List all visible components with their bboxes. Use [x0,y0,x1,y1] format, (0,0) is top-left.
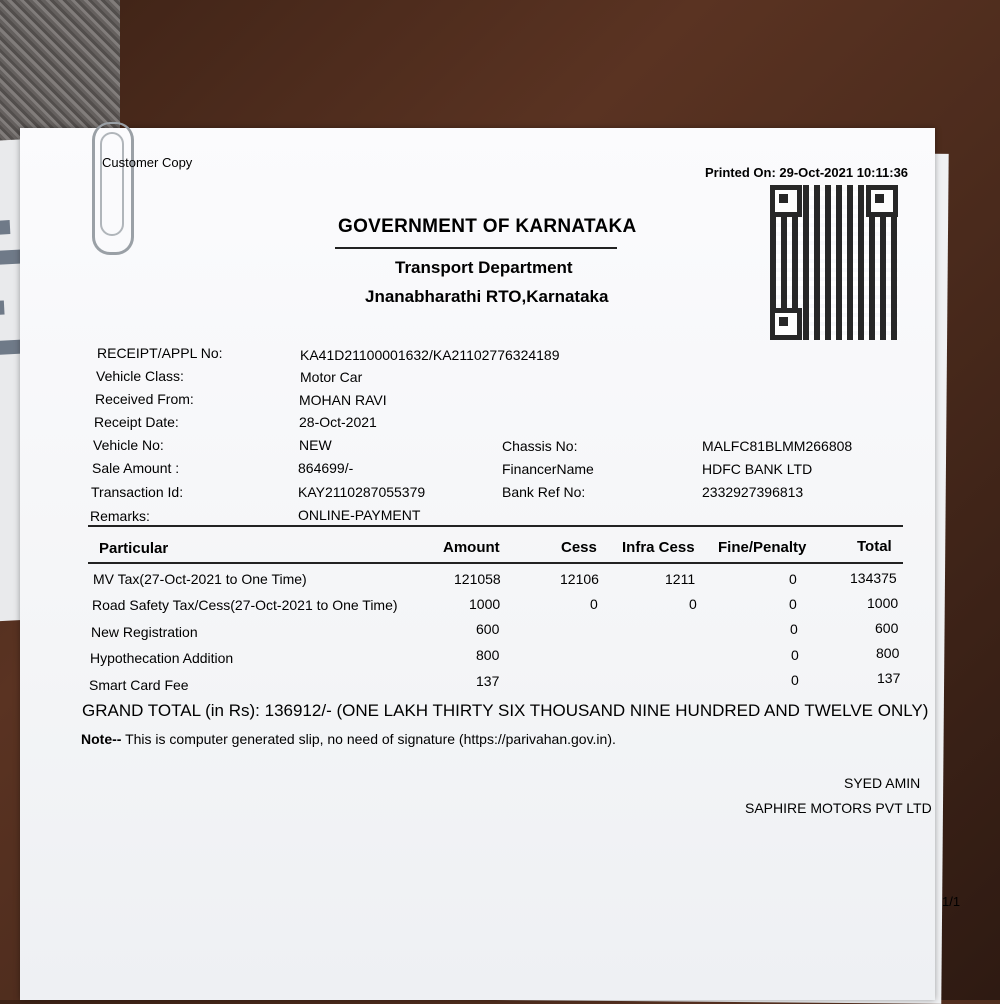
row-particular: New Registration [91,624,198,640]
row-particular: Road Safety Tax/Cess(27-Oct-2021 to One Time) [92,597,398,613]
row-total: 800 [876,645,900,661]
chassis-value: MALFC81BLMM266808 [702,438,853,454]
printed-on: Printed On: 29-Oct-2021 10:11:36 [705,165,909,180]
row-cess: 12106 [560,571,599,587]
remarks-label: Remarks: [90,508,150,524]
receipt-date-label: Receipt Date: [94,414,179,430]
note-text: This is computer generated slip, no need of signature (https://parivahan.gov.in). [121,731,616,747]
header-total: Total [857,538,892,555]
department: Transport Department [395,258,573,277]
financer-value: HDFC BANK LTD [702,461,813,477]
vehicle-class-value: Motor Car [300,369,363,385]
vehicle-class-label: Vehicle Class: [96,368,184,384]
row-infra-cess: 1211 [665,571,696,587]
page-title: GOVERNMENT OF KARNATAKA [338,216,637,237]
bank-ref-label: Bank Ref No: [502,484,586,500]
bank-ref-value: 2332927396813 [702,484,804,500]
table-header-rule [88,562,903,564]
remarks-value: ONLINE-PAYMENT [298,507,421,523]
row-particular: Smart Card Fee [89,677,189,693]
row-total: 1000 [867,595,899,611]
signer-name: SYED AMIN [844,775,921,791]
row-fine: 0 [791,647,799,663]
page-number: 1/1 [942,894,961,909]
row-amount: 137 [476,673,500,689]
qr-code-icon [770,185,898,340]
row-fine: 0 [791,672,799,688]
vehicle-no-value: NEW [299,437,332,453]
row-total: 600 [875,620,899,636]
received-from-value: MOHAN RAVI [299,392,387,408]
sale-amount-value: 864699/- [298,460,354,476]
row-cess: 0 [590,596,598,612]
chassis-label: Chassis No: [502,438,578,454]
note-label: Note-- [81,731,122,747]
row-amount: 1000 [469,596,501,612]
row-total: 134375 [850,570,897,586]
row-amount: 121058 [454,571,501,587]
financer-label: FinancerName [502,461,594,477]
header-amount: Amount [443,539,500,556]
received-from-label: Received From: [95,391,194,407]
receipt-label: RECEIPT/APPL No: [97,345,223,361]
row-fine: 0 [789,571,797,587]
row-particular: MV Tax(27-Oct-2021 to One Time) [93,571,307,587]
table-top-rule [88,525,903,527]
receipt-value: KA41D21100001632/KA21102776324189 [300,347,560,363]
note [81,731,616,747]
receipt-date-value: 28-Oct-2021 [299,414,377,430]
row-fine: 0 [790,621,798,637]
sale-amount-label: Sale Amount : [92,460,180,476]
row-amount: 800 [476,647,500,663]
row-total: 137 [877,670,901,686]
header-fine-penalty: Fine/Penalty [718,539,807,556]
grand-total: GRAND TOTAL (in Rs): 136912/- (ONE LAKH THIRTY SIX THOUSAND NINE HUNDRED AND TWELVE ONLY) [82,701,929,720]
header-particular: Particular [99,540,169,557]
transaction-id-label: Transaction Id: [91,484,184,500]
row-fine: 0 [789,596,797,612]
office: Jnanabharathi RTO,Karnataka [365,287,609,306]
title-underline [335,247,617,249]
row-infra-cess: 0 [689,596,697,612]
header-cess: Cess [561,539,597,556]
vehicle-no-label: Vehicle No: [93,437,164,453]
transaction-id-value: KAY2110287055379 [298,484,426,500]
company-name: SAPHIRE MOTORS PVT LTD [745,800,932,816]
header-infra-cess: Infra Cess [622,539,695,556]
row-particular: Hypothecation Addition [90,650,234,666]
copy-label: Customer Copy [102,155,193,170]
paper-clip-inner-icon [100,132,124,236]
row-amount: 600 [476,621,500,637]
